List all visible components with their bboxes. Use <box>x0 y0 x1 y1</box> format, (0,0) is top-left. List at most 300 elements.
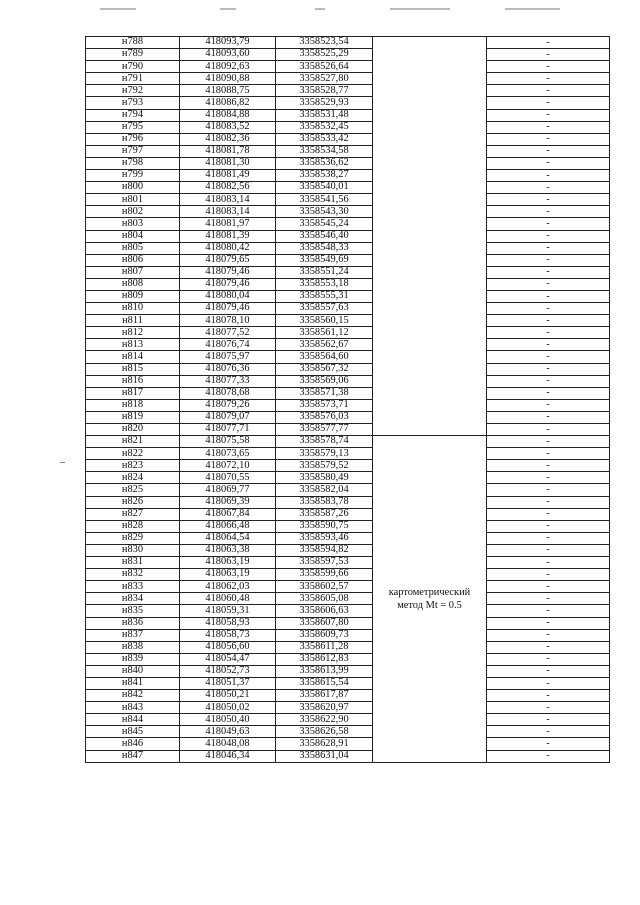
y-coordinate-cell: 3358628,91 <box>276 738 373 750</box>
error-dash-cell: - <box>487 157 610 169</box>
x-coordinate-cell: 418078,10 <box>180 315 276 327</box>
error-dash-cell: - <box>487 218 610 230</box>
x-coordinate-cell: 418050,02 <box>180 702 276 714</box>
error-dash-cell: - <box>487 581 610 593</box>
y-coordinate-cell: 3358576,03 <box>276 411 373 423</box>
point-name-cell: н818 <box>86 399 180 411</box>
error-dash-cell: - <box>487 194 610 206</box>
point-name-cell: н843 <box>86 702 180 714</box>
method-cell <box>373 436 487 763</box>
y-coordinate-cell: 3358599,66 <box>276 569 373 581</box>
point-name-cell: н807 <box>86 266 180 278</box>
error-dash-cell: - <box>487 254 610 266</box>
point-name-cell: н817 <box>86 387 180 399</box>
error-dash-cell: - <box>487 653 610 665</box>
y-coordinate-cell: 3358611,28 <box>276 641 373 653</box>
table-row <box>86 133 610 145</box>
point-name-cell: н827 <box>86 508 180 520</box>
error-dash-cell: - <box>487 375 610 387</box>
error-dash-cell: - <box>487 242 610 254</box>
y-coordinate-cell: 3358593,46 <box>276 532 373 544</box>
y-coordinate-cell: 3358569,06 <box>276 375 373 387</box>
point-name-cell: н792 <box>86 85 180 97</box>
point-name-cell: н791 <box>86 73 180 85</box>
point-name-cell: н810 <box>86 303 180 315</box>
point-name-cell: н836 <box>86 617 180 629</box>
y-coordinate-cell: 3358590,75 <box>276 520 373 532</box>
x-coordinate-cell: 418093,79 <box>180 37 276 49</box>
table-row <box>86 399 610 411</box>
point-name-cell: н814 <box>86 351 180 363</box>
x-coordinate-cell: 418058,73 <box>180 629 276 641</box>
table-row <box>86 85 610 97</box>
y-coordinate-cell: 3358545,24 <box>276 218 373 230</box>
error-dash-cell: - <box>487 605 610 617</box>
y-coordinate-cell: 3358631,04 <box>276 750 373 762</box>
table-row <box>86 375 610 387</box>
error-dash-cell: - <box>487 593 610 605</box>
x-coordinate-cell: 418076,74 <box>180 339 276 351</box>
point-name-cell: н825 <box>86 484 180 496</box>
x-coordinate-cell: 418092,63 <box>180 61 276 73</box>
error-dash-cell: - <box>487 290 610 302</box>
table-row <box>86 49 610 61</box>
table-row <box>86 157 610 169</box>
point-name-cell: н844 <box>86 714 180 726</box>
x-coordinate-cell: 418077,52 <box>180 327 276 339</box>
table-row <box>86 61 610 73</box>
table-row <box>86 460 610 472</box>
point-name-cell: н828 <box>86 520 180 532</box>
y-coordinate-cell: 3358553,18 <box>276 278 373 290</box>
x-coordinate-cell: 418048,08 <box>180 738 276 750</box>
x-coordinate-cell: 418075,97 <box>180 351 276 363</box>
error-dash-cell: - <box>487 750 610 762</box>
x-coordinate-cell: 418079,26 <box>180 399 276 411</box>
x-coordinate-cell: 418066,48 <box>180 520 276 532</box>
error-dash-cell: - <box>487 266 610 278</box>
x-coordinate-cell: 418069,77 <box>180 484 276 496</box>
table-row <box>86 73 610 85</box>
point-name-cell: н819 <box>86 411 180 423</box>
y-coordinate-cell: 3358541,56 <box>276 194 373 206</box>
x-coordinate-cell: 418072,10 <box>180 460 276 472</box>
table-row <box>86 218 610 230</box>
error-dash-cell: - <box>487 37 610 49</box>
method-cell-empty <box>373 37 487 436</box>
coordinates-table <box>85 36 610 763</box>
point-name-cell: н802 <box>86 206 180 218</box>
error-dash-cell: - <box>487 351 610 363</box>
error-dash-cell: - <box>487 121 610 133</box>
table-row <box>86 738 610 750</box>
point-name-cell: н833 <box>86 581 180 593</box>
x-coordinate-cell: 418050,21 <box>180 690 276 702</box>
table-row <box>86 605 610 617</box>
x-coordinate-cell: 418062,03 <box>180 581 276 593</box>
x-coordinate-cell: 418079,65 <box>180 254 276 266</box>
error-dash-cell: - <box>487 714 610 726</box>
error-dash-cell: - <box>487 303 610 315</box>
x-coordinate-cell: 418082,36 <box>180 133 276 145</box>
x-coordinate-cell: 418083,52 <box>180 121 276 133</box>
error-dash-cell: - <box>487 339 610 351</box>
point-name-cell: н831 <box>86 557 180 569</box>
method-accuracy: метод Mt = 0.5 <box>397 599 462 611</box>
table-row <box>86 544 610 556</box>
error-dash-cell: - <box>487 484 610 496</box>
table-row <box>86 557 610 569</box>
y-coordinate-cell: 3358609,73 <box>276 629 373 641</box>
table-row <box>86 581 610 593</box>
x-coordinate-cell: 418081,78 <box>180 145 276 157</box>
table-row <box>86 448 610 460</box>
y-coordinate-cell: 3358587,26 <box>276 508 373 520</box>
x-coordinate-cell: 418078,68 <box>180 387 276 399</box>
table-row <box>86 520 610 532</box>
error-dash-cell: - <box>487 557 610 569</box>
x-coordinate-cell: 418049,63 <box>180 726 276 738</box>
x-coordinate-cell: 418077,71 <box>180 424 276 436</box>
error-dash-cell: - <box>487 327 610 339</box>
point-name-cell: н806 <box>86 254 180 266</box>
point-name-cell: н823 <box>86 460 180 472</box>
x-coordinate-cell: 418079,07 <box>180 411 276 423</box>
y-coordinate-cell: 3358573,71 <box>276 399 373 411</box>
table-row <box>86 339 610 351</box>
y-coordinate-cell: 3358529,93 <box>276 97 373 109</box>
point-name-cell: н821 <box>86 436 180 448</box>
error-dash-cell: - <box>487 448 610 460</box>
error-dash-cell: - <box>487 496 610 508</box>
error-dash-cell: - <box>487 399 610 411</box>
y-coordinate-cell: 3358617,87 <box>276 690 373 702</box>
point-name-cell: н829 <box>86 532 180 544</box>
table-row <box>86 121 610 133</box>
point-name-cell: н788 <box>86 37 180 49</box>
x-coordinate-cell: 418090,88 <box>180 73 276 85</box>
y-coordinate-cell: 3358540,01 <box>276 182 373 194</box>
error-dash-cell: - <box>487 569 610 581</box>
y-coordinate-cell: 3358562,67 <box>276 339 373 351</box>
table-row <box>86 436 610 448</box>
point-name-cell: н826 <box>86 496 180 508</box>
y-coordinate-cell: 3358564,60 <box>276 351 373 363</box>
y-coordinate-cell: 3358612,83 <box>276 653 373 665</box>
x-coordinate-cell: 418081,39 <box>180 230 276 242</box>
error-dash-cell: - <box>487 702 610 714</box>
point-name-cell: н837 <box>86 629 180 641</box>
table-row <box>86 593 610 605</box>
error-dash-cell: - <box>487 665 610 677</box>
y-coordinate-cell: 3358578,74 <box>276 436 373 448</box>
y-coordinate-cell: 3358626,58 <box>276 726 373 738</box>
y-coordinate-cell: 3358620,97 <box>276 702 373 714</box>
table-row <box>86 532 610 544</box>
x-coordinate-cell: 418081,49 <box>180 170 276 182</box>
error-dash-cell: - <box>487 315 610 327</box>
table-row <box>86 194 610 206</box>
point-name-cell: н822 <box>86 448 180 460</box>
y-coordinate-cell: 3358527,80 <box>276 73 373 85</box>
scan-speck <box>60 462 65 463</box>
table-row <box>86 726 610 738</box>
x-coordinate-cell: 418081,97 <box>180 218 276 230</box>
error-dash-cell: - <box>487 436 610 448</box>
x-coordinate-cell: 418050,40 <box>180 714 276 726</box>
error-dash-cell: - <box>487 61 610 73</box>
x-coordinate-cell: 418052,73 <box>180 665 276 677</box>
error-dash-cell: - <box>487 411 610 423</box>
point-name-cell: н796 <box>86 133 180 145</box>
y-coordinate-cell: 3358549,69 <box>276 254 373 266</box>
error-dash-cell: - <box>487 424 610 436</box>
error-dash-cell: - <box>487 472 610 484</box>
point-name-cell: н832 <box>86 569 180 581</box>
y-coordinate-cell: 3358583,78 <box>276 496 373 508</box>
table-row <box>86 278 610 290</box>
table-row <box>86 665 610 677</box>
x-coordinate-cell: 418063,38 <box>180 544 276 556</box>
point-name-cell: н846 <box>86 738 180 750</box>
table-row <box>86 254 610 266</box>
point-name-cell: н838 <box>86 641 180 653</box>
x-coordinate-cell: 418058,93 <box>180 617 276 629</box>
point-name-cell: н813 <box>86 339 180 351</box>
table-row <box>86 351 610 363</box>
y-coordinate-cell: 3358615,54 <box>276 677 373 689</box>
y-coordinate-cell: 3358607,80 <box>276 617 373 629</box>
point-name-cell: н793 <box>86 97 180 109</box>
y-coordinate-cell: 3358579,13 <box>276 448 373 460</box>
point-name-cell: н840 <box>86 665 180 677</box>
point-name-cell: н794 <box>86 109 180 121</box>
table-row <box>86 363 610 375</box>
point-name-cell: н845 <box>86 726 180 738</box>
table-row <box>86 327 610 339</box>
table-row <box>86 641 610 653</box>
table-row <box>86 508 610 520</box>
y-coordinate-cell: 3358597,53 <box>276 557 373 569</box>
point-name-cell: н811 <box>86 315 180 327</box>
y-coordinate-cell: 3358594,82 <box>276 544 373 556</box>
x-coordinate-cell: 418082,56 <box>180 182 276 194</box>
y-coordinate-cell: 3358577,77 <box>276 424 373 436</box>
x-coordinate-cell: 418069,39 <box>180 496 276 508</box>
point-name-cell: н820 <box>86 424 180 436</box>
table-row <box>86 472 610 484</box>
x-coordinate-cell: 418080,42 <box>180 242 276 254</box>
x-coordinate-cell: 418060,48 <box>180 593 276 605</box>
table-row <box>86 37 610 49</box>
x-coordinate-cell: 418081,30 <box>180 157 276 169</box>
table-row <box>86 617 610 629</box>
point-name-cell: н835 <box>86 605 180 617</box>
x-coordinate-cell: 418056,60 <box>180 641 276 653</box>
y-coordinate-cell: 3358528,77 <box>276 85 373 97</box>
point-name-cell: н809 <box>86 290 180 302</box>
y-coordinate-cell: 3358531,48 <box>276 109 373 121</box>
x-coordinate-cell: 418076,36 <box>180 363 276 375</box>
y-coordinate-cell: 3358534,58 <box>276 145 373 157</box>
x-coordinate-cell: 418070,55 <box>180 472 276 484</box>
table-row <box>86 629 610 641</box>
x-coordinate-cell: 418083,14 <box>180 194 276 206</box>
error-dash-cell: - <box>487 85 610 97</box>
error-dash-cell: - <box>487 520 610 532</box>
error-dash-cell: - <box>487 145 610 157</box>
point-name-cell: н808 <box>86 278 180 290</box>
table-row <box>86 424 610 436</box>
table-row <box>86 484 610 496</box>
y-coordinate-cell: 3358526,64 <box>276 61 373 73</box>
table-row <box>86 411 610 423</box>
method-name: картометрический <box>388 586 471 598</box>
y-coordinate-cell: 3358546,40 <box>276 230 373 242</box>
y-coordinate-cell: 3358536,62 <box>276 157 373 169</box>
y-coordinate-cell: 3358582,04 <box>276 484 373 496</box>
point-name-cell: н841 <box>86 677 180 689</box>
point-name-cell: н847 <box>86 750 180 762</box>
error-dash-cell: - <box>487 738 610 750</box>
error-dash-cell: - <box>487 109 610 121</box>
y-coordinate-cell: 3358567,32 <box>276 363 373 375</box>
point-name-cell: н842 <box>86 690 180 702</box>
y-coordinate-cell: 3358548,33 <box>276 242 373 254</box>
point-name-cell: н815 <box>86 363 180 375</box>
y-coordinate-cell: 3358560,15 <box>276 315 373 327</box>
x-coordinate-cell: 418079,46 <box>180 266 276 278</box>
point-name-cell: н801 <box>86 194 180 206</box>
y-coordinate-cell: 3358532,45 <box>276 121 373 133</box>
y-coordinate-cell: 3358605,08 <box>276 593 373 605</box>
y-coordinate-cell: 3358613,99 <box>276 665 373 677</box>
error-dash-cell: - <box>487 387 610 399</box>
y-coordinate-cell: 3358538,27 <box>276 170 373 182</box>
table-row <box>86 266 610 278</box>
x-coordinate-cell: 418067,84 <box>180 508 276 520</box>
x-coordinate-cell: 418075,58 <box>180 436 276 448</box>
x-coordinate-cell: 418054,47 <box>180 653 276 665</box>
point-name-cell: н804 <box>86 230 180 242</box>
error-dash-cell: - <box>487 532 610 544</box>
table-row <box>86 242 610 254</box>
table-row <box>86 387 610 399</box>
point-name-cell: н798 <box>86 157 180 169</box>
point-name-cell: н799 <box>86 170 180 182</box>
table-row <box>86 170 610 182</box>
x-coordinate-cell: 418059,31 <box>180 605 276 617</box>
point-name-cell: н812 <box>86 327 180 339</box>
x-coordinate-cell: 418073,65 <box>180 448 276 460</box>
x-coordinate-cell: 418079,46 <box>180 303 276 315</box>
error-dash-cell: - <box>487 508 610 520</box>
x-coordinate-cell: 418093,60 <box>180 49 276 61</box>
x-coordinate-cell: 418064,54 <box>180 532 276 544</box>
x-coordinate-cell: 418046,34 <box>180 750 276 762</box>
table-row <box>86 677 610 689</box>
x-coordinate-cell: 418084,88 <box>180 109 276 121</box>
scan-header-marks <box>100 8 560 12</box>
point-name-cell: н790 <box>86 61 180 73</box>
x-coordinate-cell: 418077,33 <box>180 375 276 387</box>
point-name-cell: н800 <box>86 182 180 194</box>
y-coordinate-cell: 3358525,29 <box>276 49 373 61</box>
y-coordinate-cell: 3358555,31 <box>276 290 373 302</box>
y-coordinate-cell: 3358533,42 <box>276 133 373 145</box>
x-coordinate-cell: 418080,04 <box>180 290 276 302</box>
point-name-cell: н839 <box>86 653 180 665</box>
error-dash-cell: - <box>487 170 610 182</box>
table-row <box>86 496 610 508</box>
x-coordinate-cell: 418083,14 <box>180 206 276 218</box>
error-dash-cell: - <box>487 544 610 556</box>
error-dash-cell: - <box>487 230 610 242</box>
point-name-cell: н789 <box>86 49 180 61</box>
point-name-cell: н824 <box>86 472 180 484</box>
x-coordinate-cell: 418088,75 <box>180 85 276 97</box>
point-name-cell: н795 <box>86 121 180 133</box>
table-row <box>86 714 610 726</box>
table-row <box>86 182 610 194</box>
table-row <box>86 303 610 315</box>
x-coordinate-cell: 418063,19 <box>180 569 276 581</box>
error-dash-cell: - <box>487 278 610 290</box>
error-dash-cell: - <box>487 363 610 375</box>
coordinates-table-body <box>86 37 610 763</box>
y-coordinate-cell: 3358606,63 <box>276 605 373 617</box>
point-name-cell: н805 <box>86 242 180 254</box>
point-name-cell: н816 <box>86 375 180 387</box>
table-row <box>86 653 610 665</box>
error-dash-cell: - <box>487 97 610 109</box>
table-row <box>86 97 610 109</box>
table-row <box>86 702 610 714</box>
table-row <box>86 750 610 762</box>
x-coordinate-cell: 418051,37 <box>180 677 276 689</box>
y-coordinate-cell: 3358622,90 <box>276 714 373 726</box>
point-name-cell: н803 <box>86 218 180 230</box>
error-dash-cell: - <box>487 460 610 472</box>
y-coordinate-cell: 3358551,24 <box>276 266 373 278</box>
x-coordinate-cell: 418063,19 <box>180 557 276 569</box>
error-dash-cell: - <box>487 206 610 218</box>
y-coordinate-cell: 3358523,54 <box>276 37 373 49</box>
error-dash-cell: - <box>487 690 610 702</box>
table-row <box>86 315 610 327</box>
table-row <box>86 690 610 702</box>
x-coordinate-cell: 418086,82 <box>180 97 276 109</box>
point-name-cell: н797 <box>86 145 180 157</box>
x-coordinate-cell: 418079,46 <box>180 278 276 290</box>
error-dash-cell: - <box>487 629 610 641</box>
error-dash-cell: - <box>487 617 610 629</box>
error-dash-cell: - <box>487 677 610 689</box>
error-dash-cell: - <box>487 73 610 85</box>
y-coordinate-cell: 3358561,12 <box>276 327 373 339</box>
table-row <box>86 290 610 302</box>
table-row <box>86 206 610 218</box>
y-coordinate-cell: 3358602,57 <box>276 581 373 593</box>
error-dash-cell: - <box>487 641 610 653</box>
error-dash-cell: - <box>487 49 610 61</box>
y-coordinate-cell: 3358571,38 <box>276 387 373 399</box>
error-dash-cell: - <box>487 182 610 194</box>
table-row <box>86 109 610 121</box>
error-dash-cell: - <box>487 726 610 738</box>
table-row <box>86 569 610 581</box>
y-coordinate-cell: 3358580,49 <box>276 472 373 484</box>
